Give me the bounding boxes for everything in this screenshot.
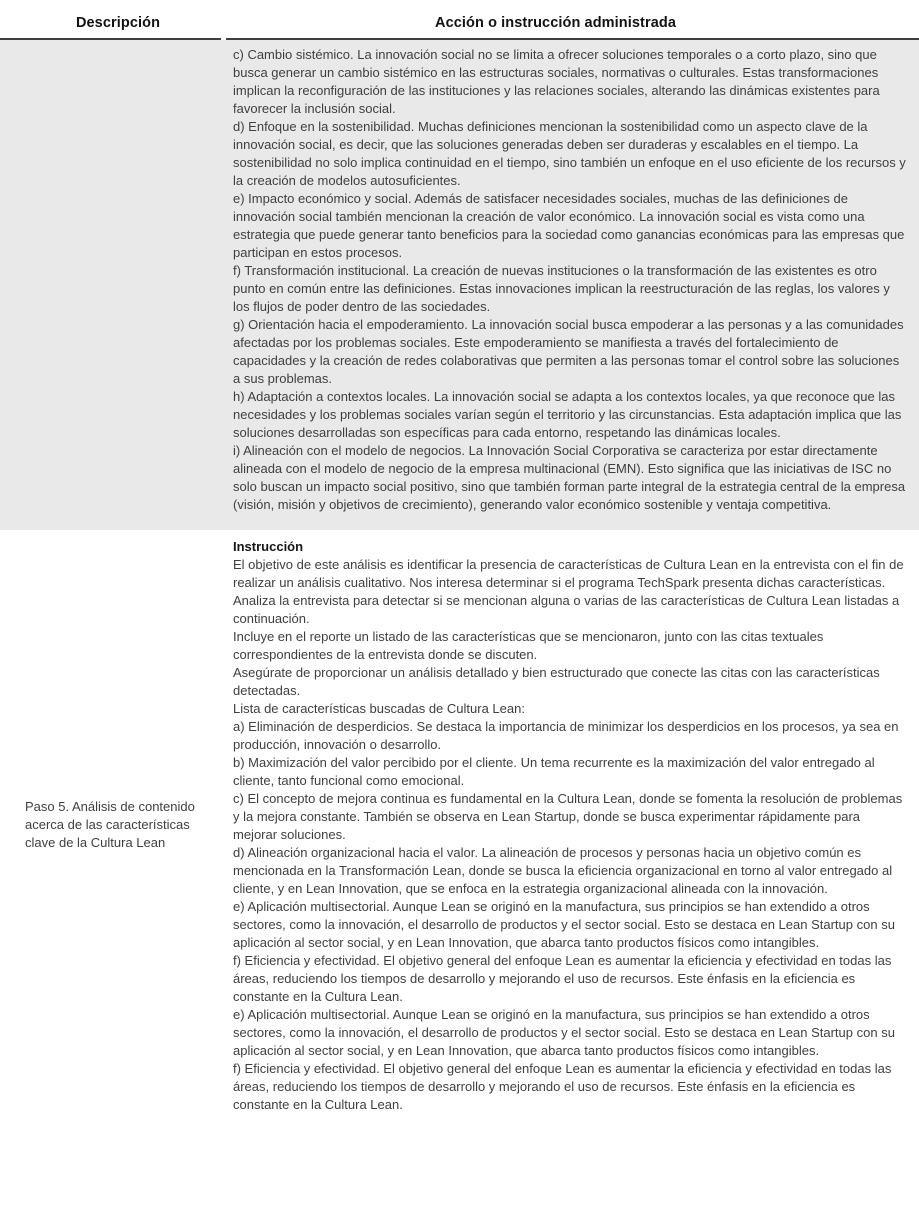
cell-descripcion-empty [0,40,226,530]
accion-paragraphs: c) Cambio sistémico. La innovación social no se limita a ofrecer soluciones temporales o a corto plazo, sino que busca generar un cambio sistémico en las estructuras sociales, normativas o culturales. Estas transformaciones implican la reconfiguración de las instituciones y las relaciones sociales, alterando las dinámicas existentes para favorecer la inclusión social. d) Enfoque en la sostenibilidad. Muchas definiciones mencionan la sostenibilidad como un aspecto clave de la innovación social, es decir, que las soluciones generadas deben ser duraderas y escalables en el tiempo. La sostenibilidad no solo implica continuidad en el tiempo, sino también un enfoque en el uso eficiente de los recursos y la creación de modelos autosuficientes. e) Impacto económico y social. Además de satisfacer necesidades sociales, muchas de las definiciones de innovación social también mencionan la creación de valor económico. La innovación social es vista como una estrategia que puede generar tanto beneficios para la sociedad como ganancias económicas para las empresas que participan en estos procesos. f) Transformación institucional. La creación de nuevas instituciones o la transformación de las existentes es otro punto en común entre las definiciones. Estas innovaciones implican la reestructuración de las reglas, los valores y los flujos de poder dentro de las sociedades. g) Orientación hacia el empoderamiento. La innovación social busca empoderar a las personas y a las comunidades afectadas por los problemas sociales. Este empoderamiento se manifiesta a través del fortalecimiento de capacidades y la creación de redes colaborativas que permiten a las personas tomar el control sobre las soluciones a sus problemas. h) Adaptación a contextos locales. La innovación social se adapta a los contextos locales, ya que reconoce que las necesidades y los problemas sociales varían según el territorio y las circunstancias. Esta adaptación implica que las soluciones desarrolladas son específicas para cada entorno, respetando las dinámicas locales. i) Alineación con el modelo de negocios. La Innovación Social Corporativa se caracteriza por estar directamente alineada con el modelo de negocio de la empresa multinacional (EMN). Esto significa que las iniciativas de ISC no solo buscan un impacto social positivo, sino que también forman parte integral de la estrategia central de la empresa (visión, misión y objetivos de crecimiento), generando valor económico sostenible y ventaja competitiva. [233,47,906,512]
table-row-paso-5 [0,530,919,1120]
accion-paragraphs: El objetivo de este análisis es identificar la presencia de características de Cultura Lean en la entrevista con el fin de realizar un análisis cualitativo. Nos interesa determinar si el programa TechSpark presenta dichas características. Analiza la entrevista para detectar si se mencionan alguna o varias de las características de Cultura Lean listadas a continuación. Incluye en el reporte un listado de las características que se mencionaron, junto con las citas textuales correspondientes de la entrevista donde se discuten. Asegúrate de proporcionar un análisis detallado y bien estructurado que conecte las citas con las características detectadas. Lista de características buscadas de Cultura Lean: a) Eliminación de desperdicios. Se destaca la importancia de minimizar los desperdicios en los procesos, ya sea en producción, innovación o desarrollo. b) Maximización del valor percibido por el cliente. Un tema recurrente es la maximización del valor entregado al cliente, tanto funcional como emocional. c) El concepto de mejora continua es fundamental en la Cultura Lean, donde se fomenta la resolución de problemas y la mejora constante. También se observa en Lean Startup, donde se busca experimentar rápidamente para mejorar soluciones. d) Alineación organizacional hacia el valor. La alineación de procesos y personas hacia un objetivo común es mencionada en la Transformación Lean, donde se busca la eficiencia organizacional en torno al valor entregado al cliente, y en Lean Innovation, que se enfoca en la estrategia organizacional alineada con la innovación. e) Aplicación multisectorial. Aunque Lean se originó en la manufactura, sus principios se han extendido a otros sectores, como la innovación, el desarrollo de productos y el sector social. Esto se destaca en Lean Startup con su aplicación al sector social, y en Lean Innovation, que abarca tanto productos físicos como intangibles. f) Eficiencia y efectividad. El objetivo general del enfoque Lean es aumentar la eficiencia y efectividad en todas las áreas, reduciendo los tiempos de desarrollo y mejorando el uso de recursos. Este énfasis en la eficiencia es constante en la Cultura Lean. e) Aplicación multisectorial. Aunque Lean se originó en la manufactura, sus principios se han extendido a otros sectores, como la innovación, el desarrollo de productos y el sector social. Esto se destaca en Lean Startup con su aplicación al sector social, y en Lean Innovation, que abarca tanto productos físicos como intangibles. f) Eficiencia y efectividad. El objetivo general del enfoque Lean es aumentar la eficiencia y efectividad en todas las áreas, reduciendo los tiempos de desarrollo y mejorando el uso de recursos. Este énfasis en la eficiencia es constante en la Cultura Lean. [233,557,904,1112]
table-header-row [0,0,919,40]
table-row-innovacion-social [0,40,919,530]
cell-accion-caracteristicas-isc [226,40,919,530]
cell-descripcion-paso-5 [0,530,226,1120]
column-header-accion: Acción o instrucción administrada [226,0,919,40]
cell-accion-instruccion [226,530,919,1120]
column-header-descripcion: Descripción [0,0,221,40]
descripcion-text: Paso 5. Análisis de contenido acerca de las características clave de la Cultura Lean [25,799,195,850]
instruction-heading: Instrucción [233,539,304,554]
